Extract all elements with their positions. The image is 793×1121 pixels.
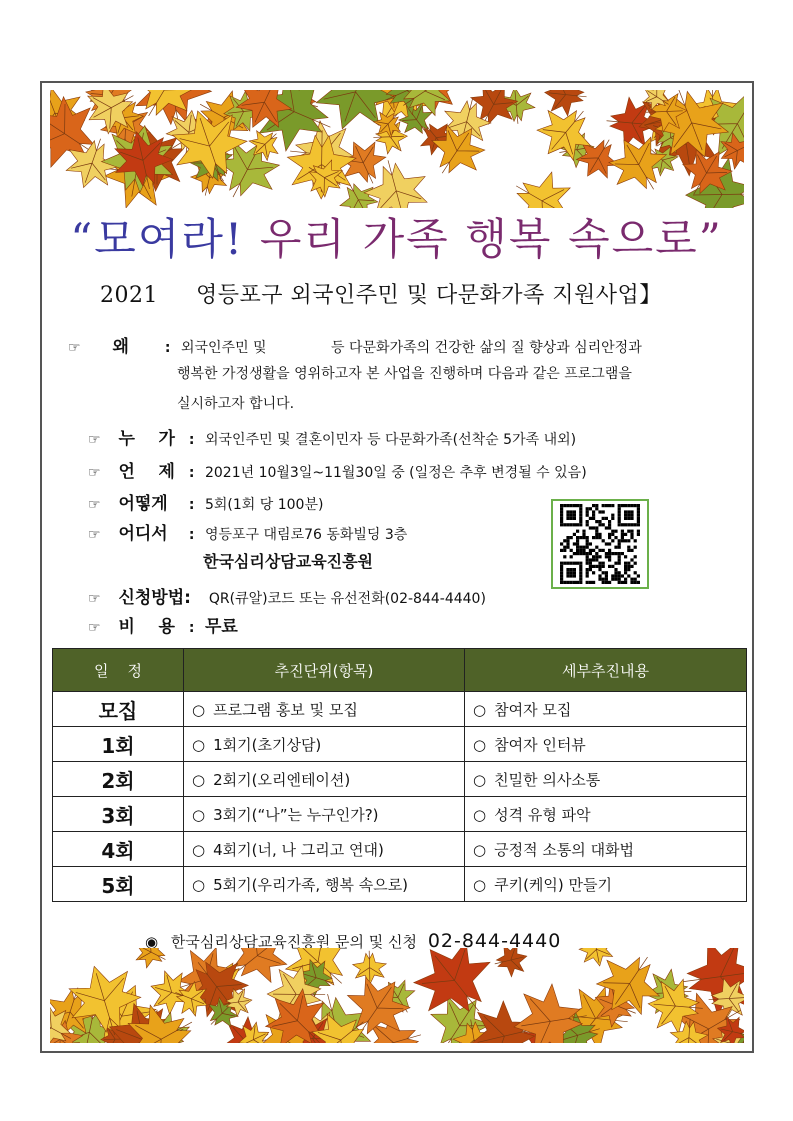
row-session: 모집 xyxy=(53,692,184,727)
cost-value: 무료 xyxy=(204,617,238,637)
row-unit: ○ 2회기(오리엔테이션) xyxy=(184,762,465,797)
why-line2: 행복한 가정생활을 영위하고자 본 사업을 진행하며 다음과 같은 프로그램을 xyxy=(177,366,632,382)
row-detail: ○ 쿠키(케익) 만들기 xyxy=(465,867,747,902)
subtitle-year: 2021 xyxy=(100,283,158,308)
circle-bullet-icon: ○ xyxy=(473,700,487,719)
pointing-hand-icon: ☞ xyxy=(88,497,101,513)
header-schedule: 일 정 xyxy=(53,649,184,692)
info-who: ☞ 누 가 : 외국인주민 및 결혼이민자 등 다문화가족(선착순 5가족 내외) xyxy=(88,424,576,449)
row-detail: ○ 친밀한 의사소통 xyxy=(465,762,747,797)
row-unit: ○ 4회기(너, 나 그리고 연대) xyxy=(184,832,465,867)
circle-bullet-icon: ○ xyxy=(473,840,487,859)
row-session: 4회 xyxy=(53,832,184,867)
cost-label: 비 용 xyxy=(118,617,175,637)
circle-bullet-icon: ○ xyxy=(192,840,206,859)
who-label: 누 가 xyxy=(118,429,175,449)
circle-bullet-icon: ○ xyxy=(192,770,206,789)
table-header-row xyxy=(53,649,747,692)
row-session: 5회 xyxy=(53,867,184,902)
apply-label: 신청방법: xyxy=(118,588,191,608)
how-label: 어떻게 xyxy=(118,494,168,514)
circle-bullet-icon: ○ xyxy=(473,875,487,894)
subtitle-text: 영등포구 외국인주민 및 다문화가족 지원사업】 xyxy=(196,283,662,308)
row-detail: ○ 긍정적 소통의 대화법 xyxy=(465,832,747,867)
autumn-leaves-top-image xyxy=(50,90,744,208)
poster-title xyxy=(0,206,793,267)
schedule-table xyxy=(52,648,747,902)
header-detail: 세부추진내용 xyxy=(465,649,747,692)
row-unit: ○ 프로그램 홍보 및 모집 xyxy=(184,692,465,727)
where-org: 한국심리상담교육진흥원 xyxy=(203,552,374,571)
pointing-hand-icon: ☞ xyxy=(88,432,101,448)
row-unit: ○ 3회기(“나”는 누구인가?) xyxy=(184,797,465,832)
row-session: 1회 xyxy=(53,727,184,762)
why-line3: 실시하고자 합니다. xyxy=(177,396,295,412)
circle-bullet-icon: ○ xyxy=(192,735,206,754)
circle-bullet-icon: ○ xyxy=(192,805,206,824)
header-unit: 추진단위(항목) xyxy=(184,649,465,692)
row-unit: ○ 1회기(초기상담) xyxy=(184,727,465,762)
row-session: 3회 xyxy=(53,797,184,832)
row-session: 2회 xyxy=(53,762,184,797)
how-value: 5회(1회 당 100분) xyxy=(204,497,324,513)
row-detail: ○ 성격 유형 파악 xyxy=(465,797,747,832)
footer-phone[interactable]: 02-844-4440 xyxy=(427,930,562,952)
circle-bullet-icon: ○ xyxy=(192,875,206,894)
who-value: 외국인주민 및 결혼이민자 등 다문화가족(선착순 5가족 내외) xyxy=(204,432,577,448)
qr-code-image[interactable] xyxy=(551,499,649,589)
title-part-2: 우리 가족 행복 속으로” xyxy=(259,215,723,265)
info-why: ☞ 왜 : 외국인주민 및 등 다문화가족의 건강한 삶의 질 향상과 심리안정과 xyxy=(68,332,642,357)
row-unit: ○ 5회기(우리가족, 행복 속으로) xyxy=(184,867,465,902)
pointing-hand-icon: ☞ xyxy=(88,620,101,636)
title-part-1: “모여라! xyxy=(70,215,245,265)
autumn-leaves-bottom-image xyxy=(50,948,744,1043)
info-cost: ☞ 비 용 : 무료 xyxy=(88,612,238,637)
where-label: 어디서 xyxy=(118,524,168,544)
info-how: ☞ 어떻게 : 5회(1회 당 100분) xyxy=(88,489,323,514)
table-row xyxy=(53,692,747,727)
why-line1b: 등 다문화가족의 건강한 삶의 질 향상과 심리안정과 xyxy=(331,340,642,356)
poster-subtitle xyxy=(100,278,760,309)
where-value: 영등포구 대림로76 동화빌딩 3층 xyxy=(204,527,408,543)
pointing-hand-icon: ☞ xyxy=(68,340,81,356)
circle-bullet-icon: ○ xyxy=(192,700,206,719)
row-detail: ○ 참여자 모집 xyxy=(465,692,747,727)
table-row xyxy=(53,727,747,762)
table-row xyxy=(53,797,747,832)
footer-text: 한국심리상담교육진흥원 문의 및 신청 xyxy=(170,933,418,951)
table-row xyxy=(53,832,747,867)
circle-bullet-icon: ○ xyxy=(473,805,487,824)
info-apply xyxy=(88,583,486,608)
why-label: 왜 xyxy=(112,337,129,357)
when-label: 언 제 xyxy=(118,462,175,482)
table-row xyxy=(53,762,747,797)
when-value: 2021년 10월3일~11월30일 중 (일정은 추후 변경될 수 있음) xyxy=(204,465,587,481)
apply-value: QR(큐알)코드 또는 유선전화(02-844-4440) xyxy=(208,591,486,607)
radio-bullet-icon: ◉ xyxy=(145,933,159,951)
circle-bullet-icon: ○ xyxy=(473,735,487,754)
pointing-hand-icon: ☞ xyxy=(88,527,101,543)
row-detail: ○ 참여자 인터뷰 xyxy=(465,727,747,762)
pointing-hand-icon: ☞ xyxy=(88,465,101,481)
pointing-hand-icon: ☞ xyxy=(88,591,101,607)
info-where: ☞ 어디서 : 영등포구 대림로76 동화빌딩 3층 xyxy=(88,519,407,544)
table-row xyxy=(53,867,747,902)
why-line1a: 외국인주민 및 xyxy=(180,340,267,356)
info-when: ☞ 언 제 : 2021년 10월3일~11월30일 중 (일정은 추후 변경될 수 있음) xyxy=(88,457,587,482)
circle-bullet-icon: ○ xyxy=(473,770,487,789)
